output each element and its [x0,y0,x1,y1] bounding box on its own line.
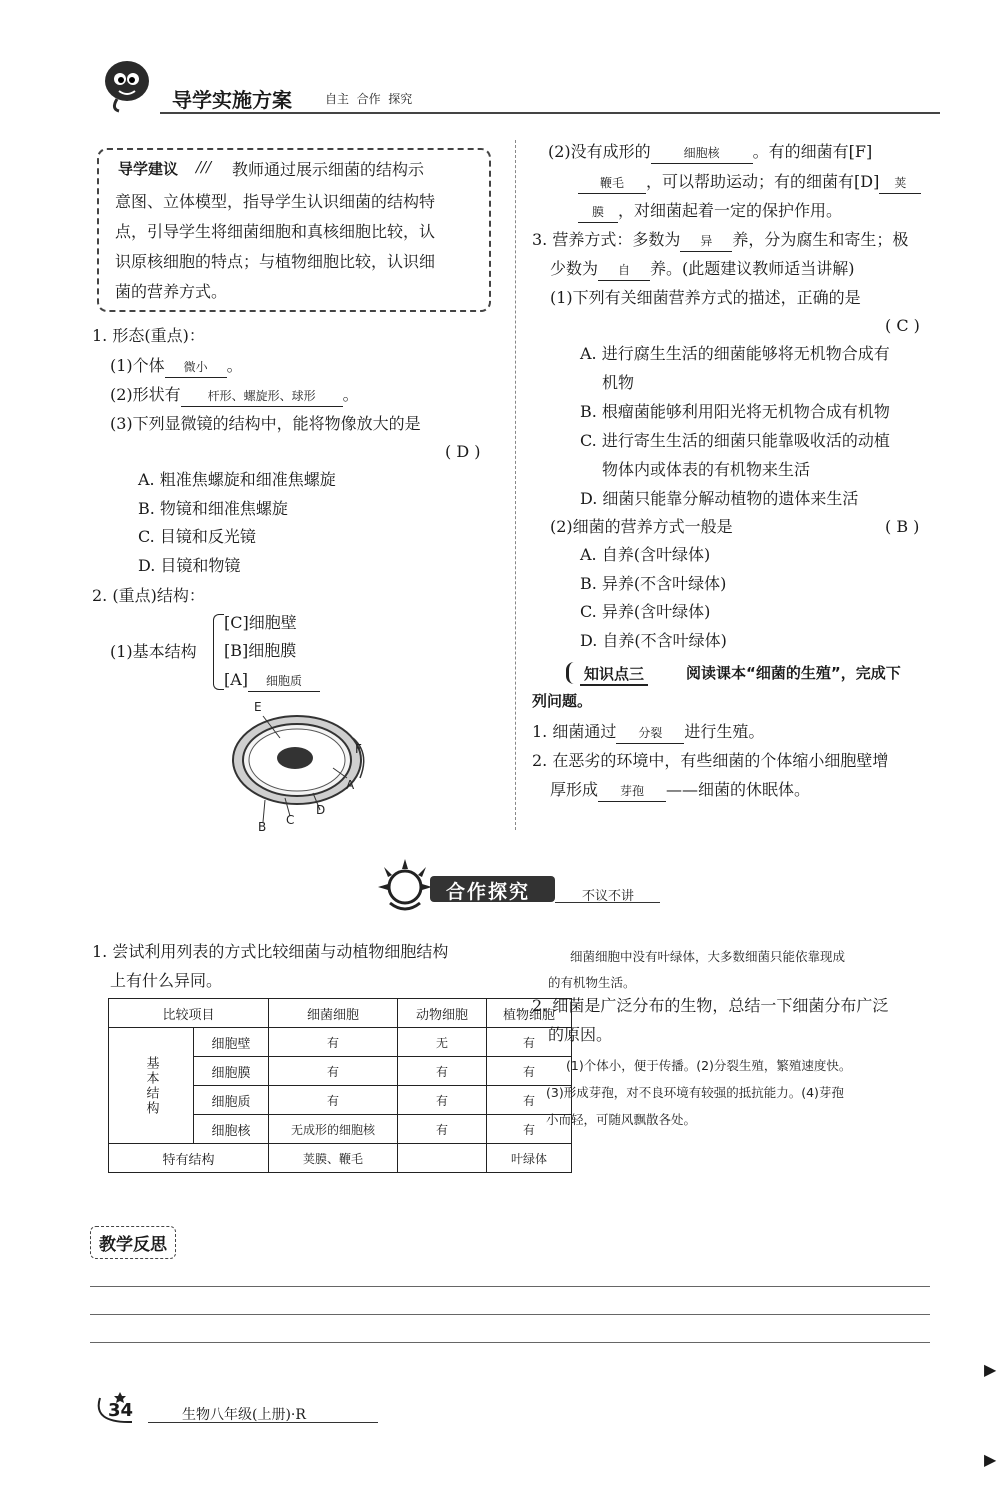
r-q2-2-line3: 膜 ，对细菌起着一定的保护作用。 [578,197,842,225]
capsule-answer: 荚 [879,173,921,194]
auto-answer: 自 [598,260,650,281]
q1-part3: (3)下列显微镜的结构中，能将物像放大的是 [110,414,421,433]
table-cell: 有 [398,1057,487,1086]
r-q3-1-answer: ( C ) [885,316,920,335]
section-rule [555,902,660,903]
q1-p1-answer: 微小 [165,357,227,378]
r-q3-1: (1)下列有关细菌营养方式的描述，正确的是 [550,288,861,307]
q1-answer: ( D ) [445,442,481,461]
table-group-label: 基本结构 [109,1028,194,1144]
kp3-bracket-icon [566,662,577,684]
q2-title: 2. (重点)结构： [92,586,205,605]
diagram-label: E [254,700,262,714]
r-q3-line2: 少数为 自 养。(此题建议教师适当讲解) [550,255,855,283]
guide-line: 点，引导学生将细菌细胞和真核细胞比较，认 [115,222,436,241]
diagram-label: D [316,803,326,817]
spore-answer: 芽孢 [598,781,666,802]
table-row [109,1028,572,1057]
q1-p2-answer: 杆形、螺旋形、球形 [181,386,343,407]
table-header: 动物细胞 [398,999,487,1028]
table-cell [398,1144,487,1173]
reflection-line [90,1342,930,1343]
r-q3-1-option: 物体内或体表的有机物来生活 [602,460,811,479]
bacteria-diagram [225,698,375,838]
table-cell: 细胞壁 [194,1028,269,1057]
table-cell: 有 [487,1115,572,1144]
table-cell: 有 [487,1086,572,1115]
r-q3-1-option: A. 进行腐生生活的细菌能够将无机物合成有 [580,344,890,363]
r-q2-2-line1: (2)没有成形的 细胞核 。有的细菌有[F] [548,138,872,166]
diagram-label: C [286,813,295,827]
table-cell: 有 [487,1057,572,1086]
guide-line: 教师通过展示细菌的结构示 [232,160,425,179]
r-q3-line1: 3. 营养方式：多数为 异 养，分为腐生和寄生；极 [532,226,908,254]
table-cell: 细胞质 [194,1086,269,1115]
table-cell: 有 [487,1028,572,1057]
diagram-label: A [346,778,355,792]
q1-title: 1. 形态(重点)： [92,326,205,345]
table-cell: 细胞核 [194,1115,269,1144]
table-header: 比较项目 [109,999,269,1028]
r-q3-2-answer: ( B ) [885,517,920,536]
kp3-label: 知识点三 [580,663,648,686]
kp3-text: 阅读课本“细菌的生殖”，完成下 [686,664,901,682]
footer-book: 生物八年级(上册)·R [182,1407,306,1423]
table-cell: 有 [269,1028,398,1057]
hetero-answer: 异 [680,231,732,252]
r-q2-2-line2: 鞭毛 ，可以帮助运动；有的细菌有[D] 荚 [578,168,921,196]
r-repro-q2-line2: 厚形成 芽孢 ——细菌的休眠体。 [550,776,810,804]
table-cell: 有 [398,1115,487,1144]
footer-swoosh-icon [92,1388,142,1428]
r-q3-1-option: C. 进行寄生生活的细菌只能靠吸收活的动植 [580,431,890,450]
q1-part1: (1)个体 微小 。 [110,352,243,380]
coop-q1-line2: 上有什么异同。 [110,971,223,990]
compare-table [108,998,572,1173]
capsule-answer-cont: 膜 [578,202,618,223]
header-rule [160,112,940,114]
reflection-label: 教学反思 [90,1226,176,1259]
header-title: 导学实施方案 [172,88,292,112]
r-q3-1-option: B. 根瘤菌能够利用阳光将无机物合成有机物 [580,402,890,421]
r-q3-2: (2)细菌的营养方式一般是 [550,517,733,536]
coop-q2-line1: 2. 细菌是广泛分布的生物，总结一下细菌分布广泛 [532,996,889,1015]
table-cell: 无 [398,1028,487,1057]
q1-option: D. 目镜和物镜 [138,556,241,575]
guide-label: 导学建议 [118,160,179,178]
flagella-answer: 鞭毛 [578,173,646,194]
page-arrow-icon: ▶ [984,1450,997,1469]
r-repro-q2: 2. 在恶劣的环境中，有些细菌的个体缩小细胞壁增 [532,751,889,770]
page-number: 34 [108,1400,134,1421]
fission-answer: 分裂 [616,723,684,744]
coop-note-line2: 的有机物生活。 [548,975,636,990]
r-q3-2-option: C. 异养(含叶绿体) [580,602,711,621]
guide-slash-icon: /// [196,158,212,176]
table-header: 植物细胞 [487,999,572,1028]
q2-item: [A] 细胞质 [224,666,320,694]
diagram-label: F [355,742,362,756]
table-cell: 有 [398,1086,487,1115]
guide-line: 意图、立体模型，指导学生认识细菌的结构特 [115,192,436,211]
header-subtitle: 自主 合作 探究 [325,92,413,106]
table-cell: 特有结构 [109,1144,269,1173]
table-cell: 叶绿体 [487,1144,572,1173]
mascot-logo [95,55,155,115]
page-arrow-icon: ▶ [984,1360,997,1379]
table-row [109,1144,572,1173]
guide-line: 识原核细胞的特点；与植物细胞比较，认识细 [115,252,436,271]
q1-option: C. 目镜和反光镜 [138,527,256,546]
coop-answer-line2: (3)形成芽孢，对不良环境有较强的抵抗能力。(4)芽孢 [546,1085,844,1100]
coop-note-line1: 细菌细胞中没有叶绿体，大多数细菌只能依靠现成 [570,949,846,964]
coop-answer-line3: 小而轻，可随风飘散各处。 [546,1112,697,1127]
q1-option: A. 粗准焦螺旋和细准焦螺旋 [138,470,336,489]
table-cell: 荚膜、鞭毛 [269,1144,398,1173]
r-q3-2-option: B. 异养(不含叶绿体) [580,574,727,593]
coop-q2-line2: 的原因。 [548,1025,613,1044]
section-tag: 不议不讲 [582,889,635,904]
kp3-text2: 列问题。 [532,692,593,710]
q2-item: [B]细胞膜 [224,641,297,660]
table-header: 细菌细胞 [269,999,398,1028]
nucleus-answer: 细胞核 [651,143,753,164]
q1-option: B. 物镜和细准焦螺旋 [138,499,288,518]
table-cell: 无成形的细胞核 [269,1115,398,1144]
table-cell: 有 [269,1057,398,1086]
q2-item: [C]细胞壁 [224,613,297,632]
reflection-line [90,1314,930,1315]
r-repro-q1: 1. 细菌通过 分裂 进行生殖。 [532,718,764,746]
guide-line: 菌的营养方式。 [115,282,228,301]
brace-icon [213,614,224,690]
footer-rule [148,1422,378,1423]
r-q3-2-option: A. 自养(含叶绿体) [580,545,711,564]
r-q3-2-option: D. 自养(不含叶绿体) [580,631,727,650]
r-q3-1-option: 机物 [602,373,635,392]
coop-answer-line1: (1)个体小，便于传播。(2)分裂生殖，繁殖速度快。 [566,1058,852,1073]
column-divider [515,140,516,830]
q2-item3-answer: 细胞质 [248,671,320,692]
q1-part2: (2)形状有 杆形、螺旋形、球形 。 [110,381,359,409]
r-q3-1-option: D. 细菌只能靠分解动植物的遗体来生活 [580,489,859,508]
q2-basic-label: (1)基本结构 [110,642,197,661]
table-cell: 有 [269,1086,398,1115]
reflection-line [90,1286,930,1287]
table-cell: 细胞膜 [194,1057,269,1086]
section-title: 合作探究 [446,881,531,903]
diagram-label: B [258,820,267,834]
coop-q1-line1: 1. 尝试利用列表的方式比较细菌与动植物细胞结构 [92,942,449,961]
